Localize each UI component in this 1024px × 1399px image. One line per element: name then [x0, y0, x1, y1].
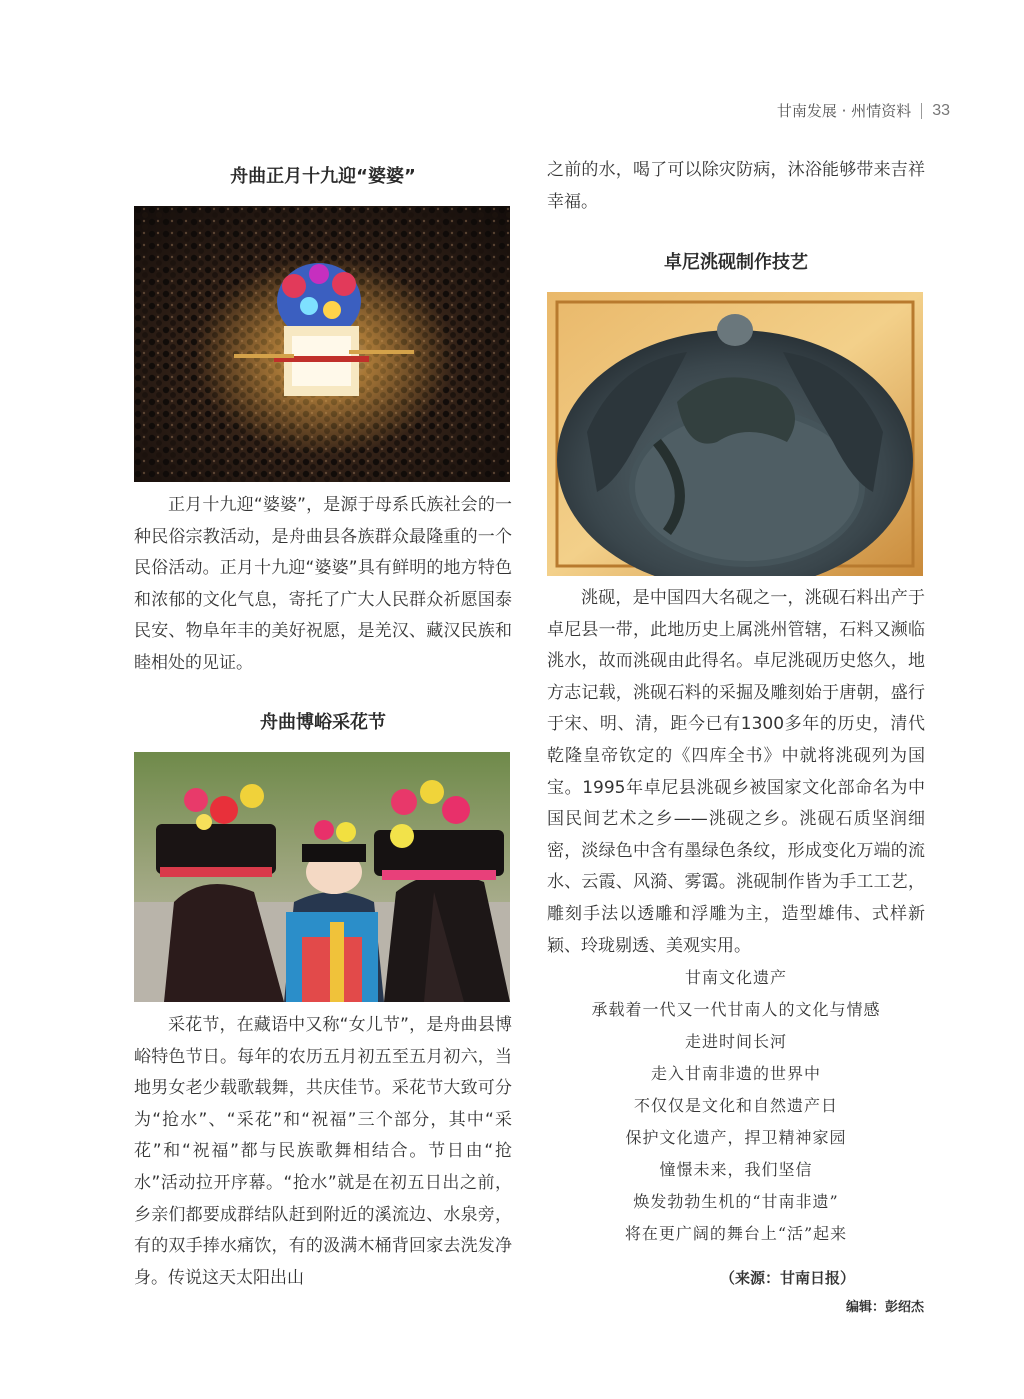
poem-line: 焕发勃勃生机的“甘南非遗”	[633, 1192, 839, 1211]
running-header	[777, 100, 950, 121]
source-credit: （来源：甘南日报）	[720, 1269, 856, 1287]
poem-line: 保护文化遗产，捍卫精神家园	[625, 1128, 847, 1147]
paragraph-caihuajie: 采花节，在藏语中又称“女儿节”，是舟曲县博峪特色节日。每年的农历五月初五至五月初六，当地男女老少载歌载舞，共庆佳节。采花节大致可分为“抢水”、“采花”和“祝福”三个部分，其中“采花”和“祝福”都与民族歌舞相结合。节日由“抢水”活动拉开序幕。“抢水”就是在初五日出之前，乡亲们都要成群结队赶到附近的溪流边、水泉旁，有的双手捧水痛饮，有的汲满木桶背回家去洗发净身。传说这天太阳出山	[134, 1015, 512, 1288]
carved-dragon-inkstone-photo	[547, 292, 923, 576]
header-divider	[921, 103, 922, 119]
paragraph-yingpopo: 正月十九迎“婆婆”，是源于母系氏族社会的一种民俗宗教活动，是舟曲县各族群众最隆重的一个民俗活动。正月十九迎“婆婆”具有鲜明的地方特色和浓郁的文化气息，寄托了广大人民群众祈愿国泰民安、物阜年丰的美好祝愿，是羌汉、藏汉民族和睦相处的见证。	[134, 495, 512, 673]
section-title-caihuajie: 舟曲博峪采花节	[260, 712, 386, 733]
paragraph-taoyan: 洮砚，是中国四大名砚之一，洮砚石料出产于卓尼县一带，此地历史上属洮州管辖，石料又濒临洮水，故而洮砚由此得名。卓尼洮砚历史悠久，地方志记载，洮砚石料的采掘及雕刻始于唐朝，盛行于宋、明、清，距今已有1300多年的历史，清代乾隆皇帝钦定的《四库全书》中就将洮砚列为国宝。1995年卓尼县洮砚乡被国家文化部命名为中国民间艺术之乡——洮砚之乡。洮砚石质坚润细密，淡绿色中含有墨绿色条纹，形成变化万端的流水、云霞、风漪、雾霭。洮砚制作皆为手工工艺，雕刻手法以透雕和浮雕为主，造型雄伟、式样新颖、玲珑剔透、美观实用。	[547, 588, 925, 956]
poem-line: 走入甘南非遗的世界中	[650, 1064, 821, 1083]
page-number: 33	[932, 101, 950, 119]
paragraph-continuation: 之前的水，喝了可以除灾防病，沐浴能够带来吉祥幸福。	[547, 160, 925, 212]
section-title-taoyan: 卓尼洮砚制作技艺	[664, 252, 808, 273]
magazine-title: 甘南发展 · 州情资料	[776, 102, 912, 120]
poem-line: 承载着一代又一代甘南人的文化与情感	[591, 1000, 881, 1019]
section-title-yingpopo: 舟曲正月十九迎“婆婆”	[230, 166, 416, 187]
closing-poem	[547, 962, 925, 1250]
festival-night-procession-photo	[134, 206, 510, 482]
poem-line: 走进时间长河	[684, 1032, 787, 1051]
flower-headdress-girls-photo	[134, 752, 510, 1002]
poem-line: 不仅仅是文化和自然遗产日	[633, 1096, 838, 1115]
poem-line: 甘南文化遗产	[684, 968, 787, 987]
poem-line: 憧憬未来，我们坚信	[659, 1160, 813, 1179]
editor-credit: 编辑：彭绍杰	[845, 1300, 924, 1315]
poem-line: 将在更广阔的舞台上“活”起来	[624, 1224, 848, 1243]
